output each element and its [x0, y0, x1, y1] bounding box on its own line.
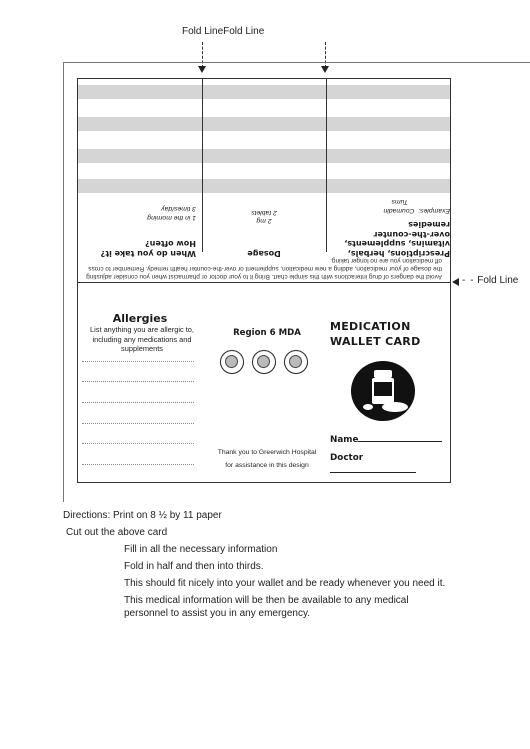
directions-line-4: Fold in half and then into thirds. [124, 561, 264, 572]
card-front-panel [78, 282, 450, 484]
example-dosage: 2 mg 2 tablets [251, 209, 277, 225]
allergy-entry-line[interactable] [82, 361, 194, 362]
allergies-title: Allergies [112, 312, 168, 325]
chart-column-dosage [202, 208, 326, 259]
directions-line-7: personnel to assist you in any emergency. [124, 608, 311, 619]
official-seal-icon [252, 350, 276, 374]
fold-arrow-left [202, 42, 203, 68]
example-frequency: 1 in the morning 3 times/day [147, 205, 196, 221]
column-heading-medication: Prescriptions, herbals, vitamins, supplements, over-the-counter remedies [344, 220, 450, 258]
chart-column-medication [330, 197, 450, 258]
fold-arrowhead-left [198, 66, 206, 73]
chart-row-shaded [78, 85, 450, 99]
region-label: Region 6 MDA [233, 328, 301, 338]
fold-line-labels: Fold LineFold Line [182, 26, 265, 37]
upside-down-header [78, 186, 450, 282]
allergy-entry-line[interactable] [82, 464, 194, 465]
allergy-entry-line[interactable] [82, 443, 194, 444]
directions-line-1: Directions: Print on 8 ½ by 11 paper [63, 510, 222, 521]
directions-line-5: This should fit nicely into your wallet and be ready whenever you need it. [124, 578, 446, 589]
wallet-card [77, 78, 451, 483]
fold-arrowhead-right [321, 66, 329, 73]
doctor-field[interactable]: Doctor [330, 453, 448, 476]
cut-guide-top [63, 62, 530, 63]
official-seal-icon [284, 350, 308, 374]
chart-column-frequency [82, 204, 196, 258]
thanks-note: Thank you to Greerwich Hospital for assistance in this design [217, 449, 317, 469]
cut-guide-left [63, 62, 64, 502]
medication-chart-panel [78, 79, 450, 283]
fold-arrow-right [325, 42, 326, 68]
name-field[interactable]: Name [330, 432, 448, 445]
directions-line-6: This medical information will be then be available to any medical [124, 595, 409, 606]
allergy-entry-line[interactable] [82, 402, 194, 403]
official-seals [218, 350, 314, 380]
allergy-entry-line[interactable] [82, 381, 194, 382]
official-seal-icon [220, 350, 244, 374]
fold-arrowhead-right-side [452, 278, 459, 286]
allergy-entry-line[interactable] [82, 423, 194, 424]
fold-line-right: - - Fold Line [452, 275, 518, 286]
directions-line-2: Cut out the above card [66, 527, 168, 538]
allergies-description: List anything you are allergic to, including any medications and supplements [90, 325, 194, 353]
column-heading-dosage: Dosage [247, 249, 281, 258]
example-medication: Examples: Coumadin Tums [383, 198, 450, 214]
card-title: MEDICATION WALLET CARD [330, 320, 421, 348]
chart-row-shaded [78, 149, 450, 163]
chart-row-shaded [78, 117, 450, 131]
column-heading-frequency: When do you take it? How often? [100, 239, 196, 258]
pill-bottle-hand-icon [350, 360, 416, 422]
top-fold-labels [0, 26, 530, 42]
directions-line-3: Fill in all the necessary information [124, 544, 278, 555]
drug-interaction-warning: Avoid the dangers of drug interactions with this simple chart. Bring it to your doctor or pharmacist when you consider adjusting the dosage of your medication, adding a new medication, supplement or over-the-counter health remedy. Remember to cross off medication you are no longer taking. [86, 257, 442, 280]
